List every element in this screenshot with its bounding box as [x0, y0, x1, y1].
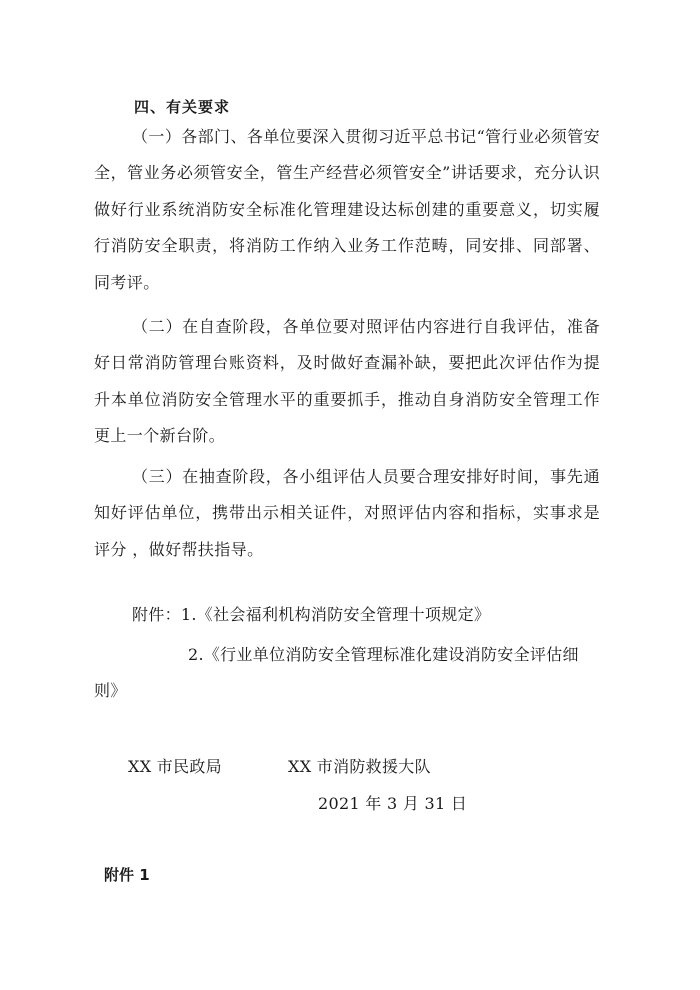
signature-date: 2021 年 3 月 31 日 [318, 794, 468, 813]
attachment-line-2: 2.《行业单位消防安全管理标准化建设消防安全评估细则》 [94, 645, 579, 701]
requirement-paragraph-2: （二）在自查阶段，各单位要对照评估内容进行自我评估，准备好日常消防管理台账资料，及时做好查漏补缺，要把此次评估作为提升本单位消防安全管理水平的重要抓手，推动自身消防安全管理工作更上一个新台阶。 [94, 317, 600, 446]
attachment-line-1: 附件：1.《社会福利机构消防安全管理十项规定》 [132, 605, 491, 624]
annex-title: 附件 1 [104, 866, 150, 884]
section-heading: 四、有关要求 [134, 98, 231, 116]
signature-org-fire-rescue: XX 市消防救援大队 [288, 757, 431, 776]
requirement-paragraph-3: （三）在抽查阶段，各小组评估人员要合理安排好时间，事先通知好评估单位，携带出示相关证件，对照评估内容和指标，实事求是评分 ，做好帮扶指导。 [94, 467, 600, 559]
requirement-paragraph-1: （一）各部门、各单位要深入贯彻习近平总书记“管行业必须管安全，管业务必须管安全，管生产经营必须管安全”讲话要求，充分认识做好行业系统消防安全标准化管理建设达标创建的重要意义，切实履行消防安全职责，将消防工作纳入业务工作范畴，同安排、同部署、同考评。 [94, 127, 600, 292]
signature-org-civil-affairs: XX 市民政局 [128, 757, 222, 776]
